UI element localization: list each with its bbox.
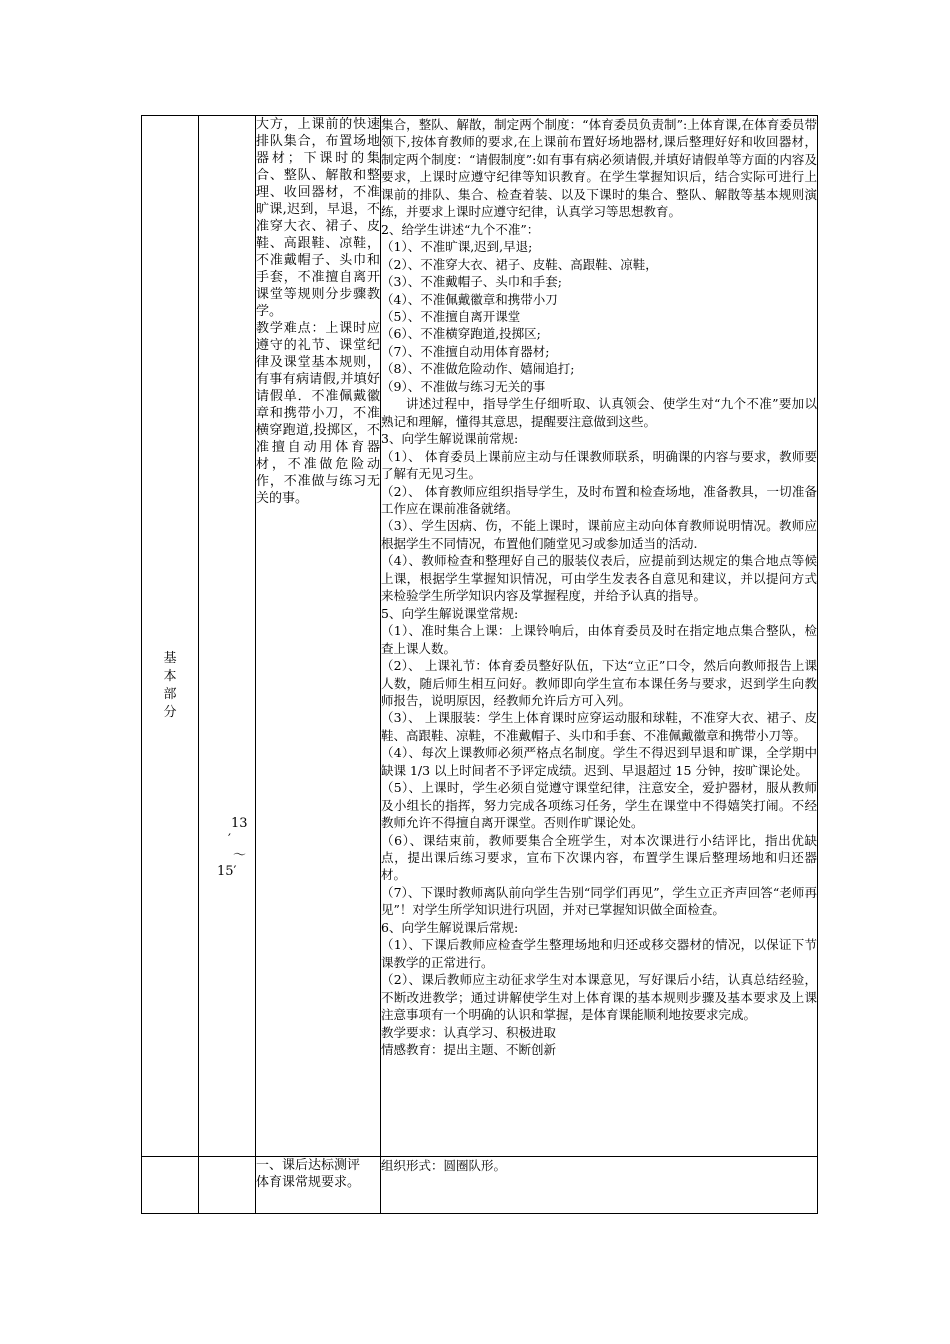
process-paragraph: （1）、下课后教师应检查学生整理场地和归还或移交器材的情况，以保证下节课教学的正常进行。: [381, 937, 817, 970]
basic-part-row: [142, 116, 818, 1157]
empty-section-cell: [142, 1157, 199, 1214]
process-paragraph: （3）、 上课服装：学生上体育课时应穿运动服和球鞋，不准穿大衣、裙子、皮鞋、高跟鞋、凉鞋，不准戴帽子、头巾和手套、不准佩戴徽章和携带小刀等。: [381, 710, 817, 743]
process-paragraph: （6）、课结束前，教师要集合全班学生，对本次课进行小结评比，指出优缺点，提出课后练习要求，宣布下次课内容，布置学生课后整理场地和归还器材。: [381, 832, 817, 883]
organization-form: 组织形式：圆圈队形。: [381, 1158, 507, 1173]
process-paragraph: （5）、不准擅自离开课堂: [381, 308, 521, 324]
time-allocation: [217, 816, 248, 880]
process-paragraph: （2）、 体育教师应组织指导学生，及时布置和检查场地，准备教具，一切准备工作应在课前准备就绪。: [381, 483, 817, 516]
section-label: 基本部分: [163, 651, 177, 720]
assessment-process-cell: [381, 1157, 818, 1214]
process-paragraph: （3）、学生因病、伤，不能上课时，课前应主动向体育教师说明情况。教师应根据学生不同情况，布置他们随堂见习或参加适当的活动.: [381, 518, 817, 551]
process-paragraph: 集合，整队、解散，制定两个制度：“体育委员负责制”:上体育课,在体育委员带领下,按体育教师的要求,在上课前布置好场地器材,课后整理好好和收回器材，制定两个制度：“请假制度”:如有事有病必须请假,并填好请假单等方面的内容及要求，上课时应遵守纪律等知识教育。在学生掌握知识后，结合实际可进行上课前的排队、集合、检查着装、以及下课时的集合、整队、解散等基本规则演练，并要求上课时应遵守纪律，认真学习等思想教育。: [381, 117, 817, 220]
process-paragraph: 5、向学生解说课堂常规:: [381, 605, 519, 621]
process-paragraph: 3、向学生解说课前常规:: [381, 431, 519, 447]
empty-time-cell: [199, 1157, 256, 1214]
objectives-cell: [256, 116, 381, 1157]
assessment-objectives: 一、课后达标测评 体育课常规要求。: [256, 1158, 361, 1190]
process-paragraph: （5）、上课时，学生必须自觉遵守课堂纪律，注意安全，爱护器材，服从教师及小组长的指挥，努力完成各项练习任务，学生在课堂中不得嬉笑打闹。不经教师允许不得擅自离开课堂。否则作旷课论处。: [381, 780, 817, 831]
process-paragraph: （6）、不准横穿跑道,投掷区;: [381, 326, 541, 342]
process-paragraph: （3）、不准戴帽子、头巾和手套;: [381, 274, 562, 290]
section-cell: [142, 116, 199, 1157]
time-line-3: ～: [233, 848, 247, 863]
process-paragraph: （4）、每次上课教师必须严格点名制度。学生不得迟到早退和旷课，全学期中缺课 1/3 以上时间者不予评定成绩。迟到、早退超过 15 分钟，按旷课论处。: [381, 745, 817, 778]
process-paragraph: （4）、教师检查和整理好自己的服装仪表后，应提前到达规定的集合地点等候上课，根据学生掌握知识情况，可由学生发表各自意见和建议，并以提问方式来检验学生所学知识内容及掌握程度，并给予认真的指导。: [381, 553, 817, 604]
process-paragraph: 教学要求：认真学习、积极进取: [381, 1024, 557, 1040]
process-cell: [381, 116, 818, 1157]
process-paragraph: （1）、不准旷课,迟到,早退;: [381, 239, 533, 255]
process-paragraph: （1）、 体育委员上课前应主动与任课教师联系，明确课的内容与要求，教师要了解有无见习生。: [381, 448, 817, 482]
time-line-2: ′: [228, 832, 231, 847]
process-paragraph: （9）、不准做与练习无关的事: [381, 378, 546, 394]
assessment-row: [142, 1157, 818, 1214]
process-paragraph: （4）、不准佩戴徽章和携带小刀: [381, 291, 558, 307]
process-paragraph: （2）、不准穿大衣、裙子、皮鞋、高跟鞋、凉鞋，: [381, 256, 658, 272]
process-paragraph: （2）、课后教师应主动征求学生对本课意见，写好课后小结，认真总结经验，不断改进教学；通过讲解使学生对上体育课的基本规则步骤及基本要求及上课注意事项有一个明确的认识和掌握，是体育课能顺利地按要求完成。: [381, 972, 817, 1023]
process-paragraph: （7）、下课时教师离队前向学生告别“同学们再见”，学生立正齐声回答“老师再见”！对学生所学知识进行巩固，并对已掌握知识做全面检查。: [381, 884, 817, 918]
process-paragraph: （2）、 上课礼节：体育委员整好队伍，下达“立正”口令，然后向教师报告上课人数，随后师生相互问好。教师即向学生宣布本课任务与要求，迟到学生向教师报告，说明原因，经教师允许后方可入列。: [381, 658, 817, 708]
time-line-1: 13: [231, 816, 248, 831]
objective-paragraph: 大方，上课前的快速排队集合，布置场地器材；下课时的集合、整队、解散和整理、收回器材，不准旷课,迟到，早退，不准穿大衣、裙子、皮鞋、高跟鞋、凉鞋，不准戴帽子、头巾和手套，不准擅自离开课堂等规则分步骤教学。: [256, 117, 380, 319]
process-paragraph: 6、向学生解说课后常规:: [381, 919, 519, 935]
difficulty-paragraph: 教学难点：上课时应遵守的礼节、课堂纪律及课堂基本规则，有事有病请假,并填好请假单．不准佩戴徽章和携带小刀，不准横穿跑道,投掷区，不准擅自动用体育器材，不准做危险动作，不准做与练习无关的事。: [256, 321, 380, 506]
assessment-objectives-cell: [256, 1157, 381, 1214]
time-line-4: 15′: [217, 864, 237, 879]
process-paragraph: 情感教育：提出主题、不断创新: [381, 1042, 557, 1058]
process-paragraph: （1）、准时集合上课：上课铃响后，由体育委员及时在指定地点集合整队，检查上课人数。: [381, 623, 817, 656]
time-cell: [199, 116, 256, 1157]
lesson-plan-table: [141, 115, 818, 1214]
process-paragraph: （8）、不准做危险动作、嬉闹追打;: [381, 361, 575, 377]
process-paragraph: 讲述过程中，指导学生仔细听取、认真领会、使学生对“九个不准”要加以熟记和理解，懂得其意思，提醒要注意做到这些。: [381, 396, 817, 429]
process-paragraph: 2、给学生讲述“九个不准”：: [381, 221, 540, 237]
process-paragraph: （7）、不准擅自动用体育器材;: [381, 343, 550, 359]
